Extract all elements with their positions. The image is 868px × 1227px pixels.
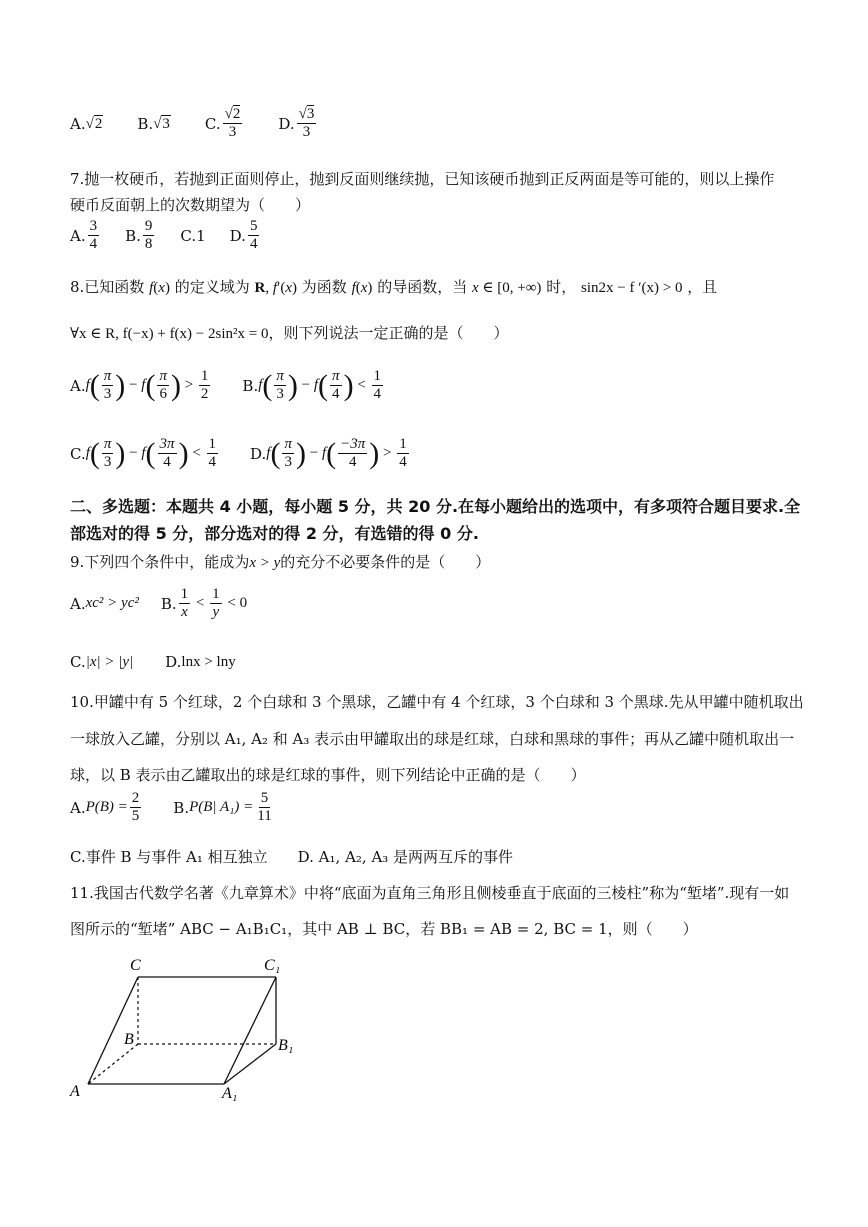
q10-stem-line1: 10.甲罐中有 5 个红球，2 个白球和 3 个黑球，乙罐中有 4 个红球，3 个白球和 3 个黑球.先从甲罐中随机取出	[70, 693, 804, 711]
q7-option-b: B. $\frac{9}{8}$	[125, 218, 153, 253]
q7-option-d: D. $\frac{5}{4}$	[229, 218, 258, 253]
q7-option-c: C.1	[180, 226, 206, 245]
q8-stem-line2: ∀x ∈ R, f(−x) + f(x) − 2sin²x = 0，则下列说法一定正确的是（ ）	[70, 324, 509, 342]
q8-option-a: A. f ( $\frac{\pi}{3}$ ) − f ( $\frac{\pi}{6}$ ) > $\frac{1}{2}$	[70, 368, 209, 403]
label-A: A	[70, 1083, 80, 1100]
q9-option-c: C. |x| > |y|	[70, 653, 134, 671]
hidden-edge-B-A	[88, 1044, 138, 1084]
edge-C1-A1	[224, 977, 276, 1084]
q8-option-b: B. f ( $\frac{\pi}{3}$ ) − f ( $\frac{\pi}{4}$ ) < $\frac{1}{4}$	[242, 368, 382, 403]
q10-option-d: D. A₁, A₂, A₃ 是两两互斥的事件	[297, 848, 514, 866]
sqrt-symbol: √ 3	[153, 115, 170, 132]
q11-stem-line2: 图所示的“堑堵” ABC − A₁B₁C₁，其中 AB ⊥ BC，若 BB₁ = AB = 2, BC = 1，则（ ）	[70, 920, 698, 938]
prism-figure	[66, 952, 306, 1102]
label-C: C	[130, 957, 141, 974]
q10-options-row2	[70, 846, 513, 867]
q9-option-a: A. xc² > yc²	[70, 594, 139, 613]
q8-option-c: C. f ( $\frac{\pi}{3}$ ) − f ( $\frac{3\pi}{4}$ ) < $\frac{1}{4}$	[70, 436, 217, 471]
fraction: $\frac{√3}{3}$	[298, 106, 315, 141]
q6-option-c: C. $\frac{√2}{3}$	[204, 106, 241, 141]
q7-option-a: A. $\frac{3}{4}$	[70, 218, 98, 253]
q8-options-row2	[70, 436, 411, 472]
q8-option-d: D. f ( $\frac{\pi}{3}$ ) − f ( $\frac{-3\pi}{4}$ ) > $\frac{1}{4}$	[250, 436, 407, 471]
q10-options-row1	[70, 790, 276, 826]
q9-stem: 9.下列四个条件中，能成为x > y的充分不必要条件的是（ ）	[70, 553, 491, 571]
q6-option-d: D. $\frac{√3}{3}$	[278, 106, 315, 141]
sqrt-symbol: √ 2	[85, 115, 103, 132]
section-heading: 二、多选题：本题共 4 小题，每小题 5 分，共 20 分.在每小题给出的选项中，有多项符合题目要求.全部选对的得 5 分，部分选对的得 2 分，有选错的得 0 分.	[70, 497, 801, 543]
q7-options	[70, 218, 261, 254]
q6-option-a: A. √ 2	[70, 114, 103, 133]
q10-option-b: B. P(B| A₁) = $\frac{5}{11}$	[173, 790, 272, 825]
q7-stem-line1: 7.抛一枚硬币，若抛到正面则停止，抛到反面则继续抛，已知该硬币抛到正反两面是等可能的，则以上操作	[70, 170, 775, 188]
q9-options-row1	[70, 586, 247, 622]
q8-stem-line1: 8.已知函数 f(x) 的定义域为 R, f′(x) 为函数 f(x) 的导函数，当 x ∈ [0, +∞) 时， sin2x − f ′(x) > 0 ，且	[70, 278, 718, 296]
label-B: B	[124, 1031, 134, 1048]
q11-stem-line1: 11.我国古代数学名著《九章算术》中将“底面为直角三角形且侧棱垂直于底面的三棱柱”称为“堑堵”.现有一如	[70, 884, 790, 902]
q7-stem-line2: 硬币反面朝上的次数期望为（ ）	[70, 196, 311, 214]
q10-stem-line3: 球，以 B 表示由乙罐取出的球是红球的事件，则下列结论中正确的是（ ）	[70, 766, 586, 784]
q8-options-row1	[70, 368, 385, 404]
q6-options	[70, 106, 318, 142]
label-B1: B₁	[278, 1037, 294, 1054]
q10-stem-line2: 一球放入乙罐，分别以 A₁, A₂ 和 A₃ 表示由甲罐取出的球是红球，白球和黑球的事件；再从乙罐中随机取出一	[70, 730, 795, 748]
q9-options-row2	[70, 653, 236, 671]
label-C1: C₁	[264, 957, 281, 974]
fraction: $\frac{√2}{3}$	[224, 106, 241, 141]
q9-option-d: D. lnx > lny	[165, 653, 236, 671]
q6-option-b: B. √ 3	[137, 114, 170, 133]
edge-A1-B1	[224, 1044, 276, 1084]
q10-option-a: A. P(B) = $\frac{2}{5}$	[70, 790, 140, 825]
q9-option-b: B. $\frac{1}{x}$ < $\frac{1}{y}$ < 0	[160, 586, 248, 621]
q10-option-c: C.事件 B 与事件 A₁ 相互独立	[70, 848, 268, 866]
label-A1: A₁	[222, 1085, 238, 1102]
